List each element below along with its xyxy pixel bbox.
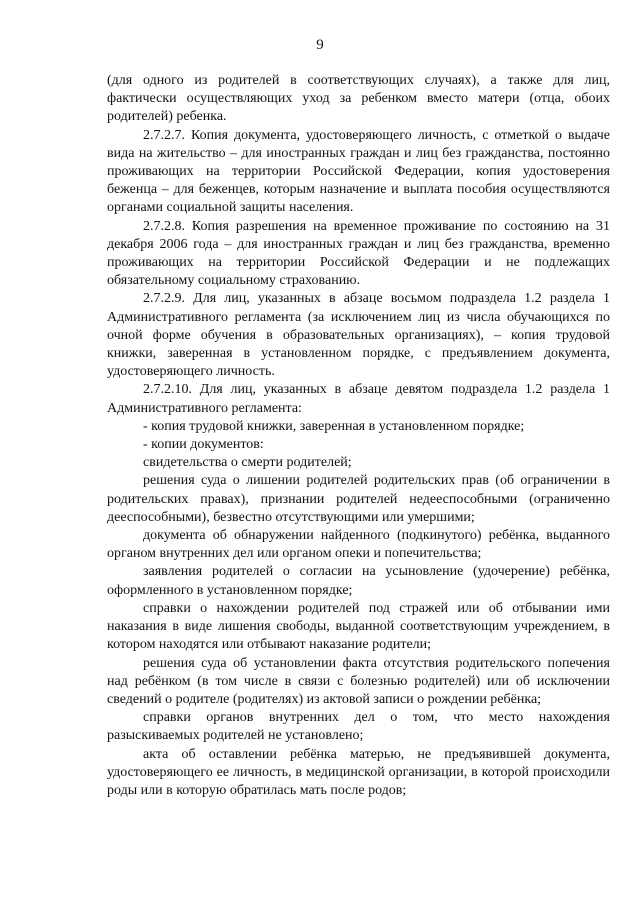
paragraph-2-7-2-10: 2.7.2.10. Для лиц, указанных в абзаце девятом подраздела 1.2 раздела 1 Административного регламента: [107, 382, 610, 416]
list-item-document-copies: - копии документов: [143, 437, 264, 453]
paragraph-2-7-2-9: 2.7.2.9. Для лиц, указанных в абзаце восьмом подраздела 1.2 раздела 1 Административного регламента (за исключением лиц из числа обучающихся по очной форме обучения в образовательных организациях), – копия трудовой книжки, заверенная в установленном порядке, с предъявлением документа, удостоверяющего личность. [107, 291, 610, 380]
list-item-found-child-document: документа об обнаружении найденного (подкинутого) ребёнка, выданного органом внутренних дел или органом опеки и попечительства; [107, 528, 610, 562]
list-item-abandonment-act: акта об оставлении ребёнка матерью, не предъявившей документа, удостоверяющего ее личность, в медицинской организации, в которой происходили роды или в которую обратилась мать после родов; [107, 746, 610, 798]
paragraph-2-7-2-7: 2.7.2.7. Копия документа, удостоверяющего личность, с отметкой о выдаче вида на жительство – для иностранных граждан и лиц без гражданства, постоянно проживающих на территории Российской Федерации, копия удостоверения беженца – для беженцев, которым назначение и выплата пособия осуществляются органами социальной защиты населения. [107, 127, 610, 216]
list-item-death-certificate: свидетельства о смерти родителей; [143, 455, 352, 471]
paragraph-2-7-2-8: 2.7.2.8. Копия разрешения на временное проживание по состоянию на 31 декабря 2006 года – для иностранных граждан и лиц без гражданства, временно проживающих на территории Российской Федерации и не подлежащих обязательному социальному страхованию. [107, 218, 610, 289]
list-item-adoption-consent: заявления родителей о согласии на усыновление (удочерение) ребёнка, оформленного в установленном порядке; [107, 564, 610, 598]
list-item-police-certificate: справки органов внутренних дел о том, что место нахождения разыскиваемых родителей не установлено; [107, 710, 610, 744]
list-item-labor-book: - копия трудовой книжки, заверенная в установленном порядке; [143, 418, 525, 434]
list-item-court-decision-rights: решения суда о лишении родителей родительских прав (об ограничении в родительских правах), признании родителей недееспособными (ограниченно дееспособными), безвестно отсутствующими или умершими; [107, 473, 610, 525]
list-item-court-decision-care: решения суда об установлении факта отсутствия родительского попечения над ребёнком (в том числе в связи с болезнью родителей) или об исключении сведений о родителе (родителях) из актовой записи о рождении ребёнка; [107, 655, 610, 707]
page-number: 9 [316, 37, 324, 53]
list-item-custody-certificate: справки о нахождении родителей под стражей или об отбывании ими наказания в виде лишения свободы, выданной соответствующим учреждением, в котором находятся или отбывают наказание родители; [107, 600, 610, 653]
document-body [107, 72, 610, 800]
paragraph-continuation: (для одного из родителей в соответствующих случаях), а также для лиц, фактически осуществляющих уход за ребенком вместо матери (отца, обоих родителей) ребенка. [107, 73, 610, 125]
